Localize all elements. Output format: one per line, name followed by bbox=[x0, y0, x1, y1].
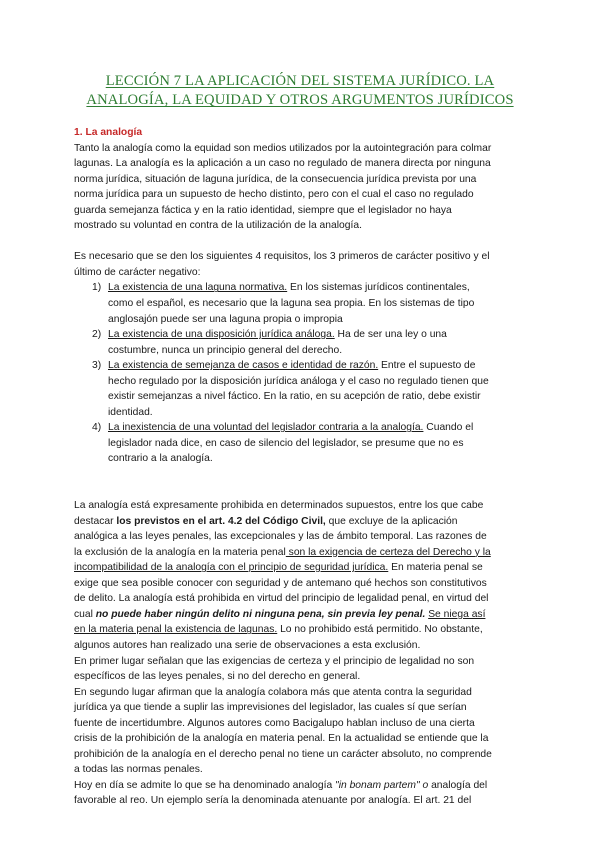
text-line bbox=[74, 607, 534, 623]
text-line: de delito. La analogía está prohibida en virtud del principio de legalidad penal, en virtud del bbox=[74, 593, 489, 605]
underlined-text: en la materia penal la existencia de lagunas. bbox=[74, 624, 278, 636]
text-run: analogía del bbox=[428, 779, 488, 791]
list-item-text: En los sistemas jurídicos continentales, bbox=[287, 282, 470, 294]
text-line: identidad. bbox=[108, 406, 153, 418]
text-line: prohibición de la analogía en el derecho penal no tiene un carácter absoluto, no comprende bbox=[74, 748, 492, 760]
italic-text: "in bonam partem" o bbox=[335, 779, 429, 791]
text-line: legislador nada dice, en caso de silencio del legislador, se presume que no es bbox=[108, 437, 464, 449]
paragraph-3 bbox=[74, 498, 534, 809]
text-line: anglosajón puede ser una laguna propia o impropia bbox=[108, 313, 343, 325]
text-line: jurídica ya que tiende a suplir las imprevisiones del legislador, las cuales sí que serían bbox=[74, 702, 467, 714]
list-item bbox=[74, 280, 534, 296]
text-line: mostrado su voluntad en contra de la utilización de la analogía. bbox=[74, 220, 362, 232]
list-item-text: Entre el supuesto de bbox=[378, 360, 476, 372]
text-run: En materia penal se bbox=[388, 562, 483, 574]
section-heading: 1. La analogía bbox=[74, 127, 143, 138]
lesson-title bbox=[40, 72, 560, 110]
text-line: analógica a las leyes penales, las excepcionales y las de ámbito temporal. Las razones de bbox=[74, 531, 487, 543]
document-body bbox=[74, 125, 534, 809]
underlined-text: son la exigencia de certeza del Derecho y la bbox=[285, 546, 491, 558]
list-item-text: Ha de ser una ley o una bbox=[334, 329, 447, 341]
list-item-underlined: La inexistencia de una voluntad del legislador contraria a la analogía. bbox=[108, 422, 424, 434]
text-line: contrario a la analogía. bbox=[108, 453, 213, 465]
text-line: costumbre, nunca un principio general del derecho. bbox=[108, 344, 343, 356]
text-line: crisis de la prohibición de la analogía en materia penal. En la actualidad se entiende que la bbox=[74, 733, 489, 745]
text-run: la exclusión de la analogía en la materia penal bbox=[74, 546, 286, 558]
list-number: 3) bbox=[92, 360, 102, 372]
text-line: como el español, es necesario que la laguna sea propia. En los sistemas de tipo bbox=[108, 298, 475, 310]
text-line: norma jurídica para un supuesto de hecho distinto, pero con el cual el caso no regulado bbox=[74, 189, 474, 201]
text-line: último de carácter negativo: bbox=[74, 266, 201, 278]
text-line: específicos de las leyes penales, si no del derecho en general. bbox=[74, 671, 361, 683]
requirements-list bbox=[74, 280, 534, 467]
text-line: lagunas. La analogía es la aplicación a un caso no regulado de manera directa por ninguna bbox=[74, 158, 491, 170]
bold-text: los previstos en el art. 4.2 del Código Civil, bbox=[116, 515, 326, 527]
list-number: 2) bbox=[92, 329, 102, 341]
list-item-text: Cuando el bbox=[423, 422, 474, 434]
text-line bbox=[74, 778, 534, 794]
text-line: algunos autores han realizado una serie de observaciones a esta exclusión. bbox=[74, 639, 421, 651]
underlined-text: Se niega así bbox=[428, 608, 486, 620]
text-line: Tanto la analogía como la equidad son medios utilizados por la autointegración para colmar bbox=[74, 142, 492, 154]
list-item bbox=[74, 358, 534, 374]
text-run: que excluye de la aplicación bbox=[325, 515, 458, 527]
text-line bbox=[74, 545, 534, 561]
text-line: fuente de incertidumbre. Algunos autores como Bacigalupo hablan incluso de una cierta bbox=[74, 717, 475, 729]
paragraph-1 bbox=[74, 141, 534, 234]
text-run: cual bbox=[74, 608, 96, 620]
text-line bbox=[74, 514, 534, 530]
title-line-1: LECCIÓN 7 LA APLICACIÓN DEL SISTEMA JURÍDICO. LA bbox=[105, 73, 495, 89]
paragraph-2 bbox=[74, 249, 534, 280]
list-item-underlined: La existencia de una laguna normativa. bbox=[108, 282, 288, 294]
text-line: En primer lugar señalan que las exigencias de certeza y el principio de legalidad no son bbox=[74, 655, 475, 667]
bold-italic-text: no puede haber ningún delito ni ninguna pena, sin previa ley penal. bbox=[95, 608, 426, 620]
text-line: a todas las normas penales. bbox=[74, 764, 203, 776]
text-line bbox=[74, 560, 534, 576]
text-line: guarda semejanza fáctica y en la ratio identidad, siempre que el legislador no haya bbox=[74, 204, 452, 216]
text-line: Es necesario que se den los siguientes 4 requisitos, los 3 primeros de carácter positivo y el bbox=[74, 251, 490, 263]
text-line: En segundo lugar afirman que la analogía colabora más que atenta contra la seguridad bbox=[74, 686, 472, 698]
underlined-text: incompatibilidad de la analogía con el principio de seguridad jurídica. bbox=[74, 562, 389, 574]
list-number: 4) bbox=[92, 422, 102, 434]
list-item-underlined: La existencia de una disposición jurídica análoga. bbox=[108, 329, 335, 341]
text-run: Hoy en día se admite lo que se ha denominado analogía bbox=[74, 779, 336, 791]
text-line: existir semejanzas a nivel fáctico. En la ratio, en su acepción de ratio, debe existir bbox=[108, 391, 481, 403]
list-number: 1) bbox=[92, 282, 102, 294]
text-line: norma jurídica, situación de laguna jurídica, de la consecuencia jurídica prevista por una bbox=[74, 173, 477, 185]
list-item-underlined: La existencia de semejanza de casos e identidad de razón. bbox=[108, 360, 379, 372]
list-item bbox=[74, 420, 534, 436]
text-line bbox=[74, 622, 534, 638]
text-run: Lo no prohibido está permitido. No obstante, bbox=[277, 624, 483, 636]
spacer bbox=[74, 467, 534, 498]
text-line: hecho regulado por la disposición jurídica análoga y el caso no regulado tienen que bbox=[108, 375, 489, 387]
text-line: exige que sea posible conocer con seguridad y de antemano qué hechos son constitutivos bbox=[74, 577, 487, 589]
list-item bbox=[74, 327, 534, 343]
text-run: destacar bbox=[74, 515, 117, 527]
text-line: favorable al reo. Un ejemplo sería la denominada atenuante por analogía. El art. 21 del bbox=[74, 795, 472, 807]
title-line-2: ANALOGÍA, LA EQUIDAD Y OTROS ARGUMENTOS JURÍDICOS bbox=[86, 92, 514, 108]
spacer bbox=[74, 234, 534, 250]
text-line: La analogía está expresamente prohibida en determinados supuestos, entre los que cabe bbox=[74, 500, 484, 512]
